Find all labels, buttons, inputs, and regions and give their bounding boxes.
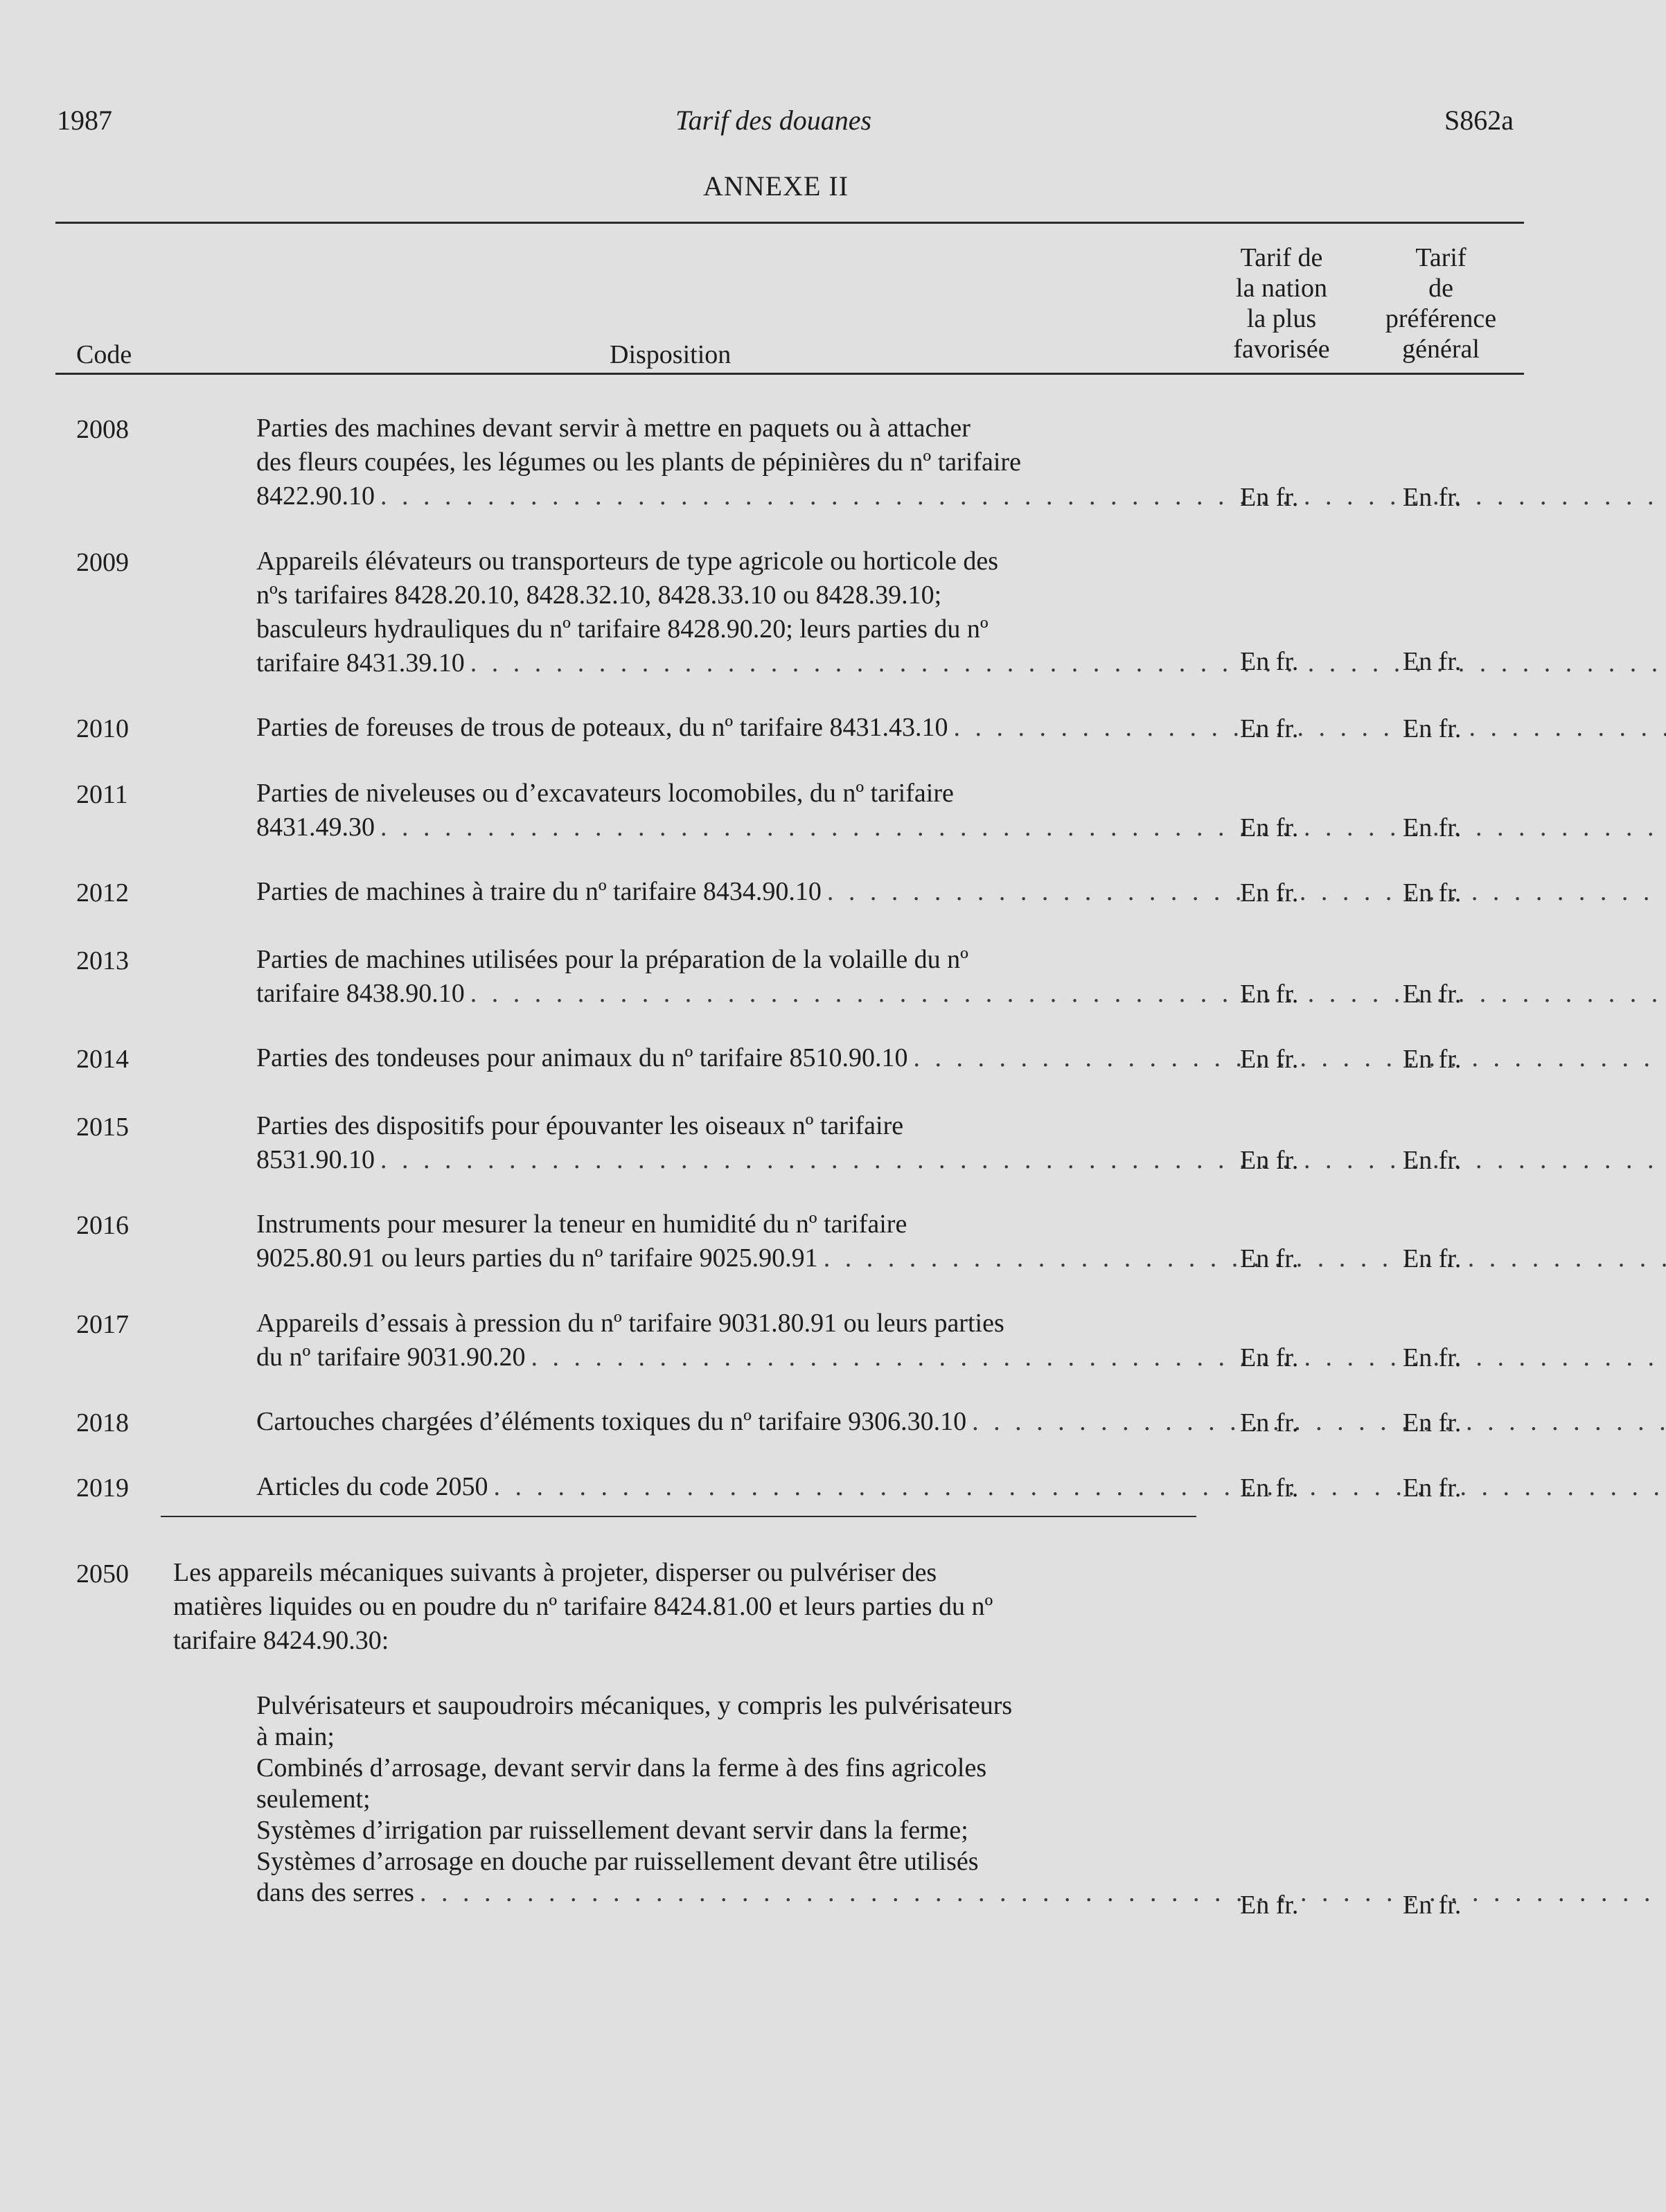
disposition-line: du nº tarifaire 9031.90.20 — [256, 1343, 526, 1372]
row-disposition — [256, 1041, 1188, 1075]
row-disposition — [256, 1405, 1188, 1439]
disposition-line: Parties de machines à traire du nº tarifaire 8434.90.10 — [256, 877, 822, 906]
disposition-line: 8531.90.10 — [256, 1145, 375, 1174]
disposition-line: Appareils d’essais à pression du nº tarifaire 9031.80.91 ou leurs parties — [256, 1309, 1004, 1338]
dot-leader — [470, 979, 1666, 1008]
row-gpt-rate: En fr. — [1403, 1146, 1462, 1175]
disposition-line: Articles du code 2050 — [256, 1472, 488, 1501]
disposition-line: tarifaire 8431.39.10 — [256, 648, 465, 678]
gpt-heading-line: préférence — [1385, 304, 1497, 333]
gpt-heading-line: général — [1402, 335, 1480, 364]
disposition-line-leader — [256, 1405, 1188, 1439]
row-gpt-rate: En fr. — [1403, 1343, 1462, 1372]
disposition-line: Parties des dispositifs pour épouvanter les oiseaux nº tarifaire — [256, 1111, 904, 1140]
dot-leader — [972, 1407, 1666, 1436]
mfn-heading-line: la plus — [1246, 304, 1317, 333]
row-code: 2016 — [76, 1211, 129, 1240]
row-mfn-rate: En fr. — [1240, 813, 1299, 842]
row-gpt-rate: En fr. — [1403, 647, 1462, 676]
column-heading-mfn — [1191, 242, 1372, 364]
disposition-line: 9025.80.91 ou leurs parties du nº tarifaire 9025.90.91 — [256, 1244, 818, 1273]
row-code: 2019 — [76, 1474, 129, 1503]
disposition-line-leader — [256, 1041, 1188, 1075]
list-line-leader — [256, 1877, 1188, 1909]
row-disposition — [256, 777, 1188, 844]
disposition-line-leader — [256, 711, 1188, 745]
row-code: 2014 — [76, 1045, 129, 1074]
row-disposition — [256, 412, 1188, 513]
disposition-line: Cartouches chargées d’éléments toxiques du nº tarifaire 9306.30.10 — [256, 1407, 967, 1436]
row-disposition — [256, 943, 1188, 1011]
disposition-line: 8431.49.30 — [256, 813, 375, 842]
row-code: 2015 — [76, 1113, 129, 1142]
mfn-heading-line: la nation — [1236, 274, 1327, 303]
row-code: 2018 — [76, 1408, 129, 1437]
column-heading-gpt — [1358, 242, 1524, 364]
disposition-line-leader — [256, 875, 1188, 909]
heading-rule — [55, 373, 1524, 375]
disposition-line: Parties des tondeuses pour animaux du nº tarifaire 8510.90.10 — [256, 1043, 908, 1072]
row-gpt-rate: En fr. — [1403, 878, 1462, 908]
disposition-line: Parties de niveleuses ou d’excavateurs locomobiles, du nº tarifaire — [256, 779, 954, 808]
row-disposition — [256, 1109, 1188, 1177]
disposition-line-leader — [256, 977, 1188, 1011]
row-mfn-rate: En fr. — [1240, 1343, 1299, 1372]
row-gpt-rate: En fr. — [1403, 813, 1462, 842]
disposition-line-leader — [256, 1241, 1188, 1275]
row-gpt-rate: En fr. — [1403, 1891, 1462, 1920]
disposition-line-leader — [256, 646, 1188, 680]
disposition-line-leader — [256, 479, 1188, 513]
dot-leader — [380, 1145, 1666, 1174]
row-disposition — [256, 1470, 1188, 1504]
disposition-line: des fleurs coupées, les légumes ou les plants de pépinières du nº tarifaire — [256, 448, 1021, 477]
list-line: Systèmes d’arrosage en douche par ruissellement devant être utilisés — [256, 1847, 979, 1876]
row-gpt-rate: En fr. — [1403, 1408, 1462, 1437]
row-gpt-rate: En fr. — [1403, 980, 1462, 1009]
row-disposition — [256, 545, 1188, 680]
column-heading-disposition: Disposition — [610, 340, 732, 369]
list-line: Combinés d’arrosage, devant servir dans la ferme à des fins agricoles — [256, 1753, 987, 1782]
row-code: 2012 — [76, 878, 129, 908]
row-mfn-rate: En fr. — [1240, 1146, 1299, 1175]
header-year: 1987 — [57, 105, 112, 136]
row-disposition — [256, 1307, 1188, 1374]
disposition-line-leader — [256, 1470, 1188, 1504]
dot-leader — [380, 481, 1666, 511]
row-mfn-rate: En fr. — [1240, 878, 1299, 908]
row-code: 2013 — [76, 946, 129, 975]
list-line: Systèmes d’irrigation par ruissellement devant servir dans la ferme; — [256, 1816, 968, 1845]
mfn-heading-line: favorisée — [1233, 335, 1330, 364]
row-mfn-rate: En fr. — [1240, 1408, 1299, 1437]
row-code: 2009 — [76, 548, 129, 577]
intro-line: matières liquides ou en poudre du nº tarifaire 8424.81.00 et leurs parties du nº — [173, 1592, 993, 1621]
row-code: 2050 — [76, 1559, 129, 1589]
item-2050-list — [256, 1690, 1188, 1909]
header-title: Tarif des douanes — [675, 105, 872, 136]
dot-leader — [470, 648, 1666, 678]
mfn-heading-line: Tarif de — [1240, 243, 1323, 272]
row-gpt-rate: En fr. — [1403, 714, 1462, 743]
item-2050-intro — [173, 1556, 1188, 1658]
disposition-line-leader — [256, 811, 1188, 844]
disposition-line: Appareils élévateurs ou transporteurs de type agricole ou horticole des — [256, 547, 999, 576]
row-gpt-rate: En fr. — [1403, 1474, 1462, 1503]
row-mfn-rate: En fr. — [1240, 714, 1299, 743]
disposition-line-leader — [256, 1341, 1188, 1374]
row-disposition — [256, 875, 1188, 909]
top-rule — [55, 222, 1524, 224]
row-mfn-rate: En fr. — [1240, 1474, 1299, 1503]
row-code: 2011 — [76, 780, 128, 809]
row-code: 2017 — [76, 1310, 129, 1339]
disposition-line: 8422.90.10 — [256, 481, 375, 511]
section-rule — [161, 1516, 1196, 1517]
row-code: 2010 — [76, 714, 129, 743]
list-line: seulement; — [256, 1785, 371, 1814]
list-line: à main; — [256, 1722, 335, 1751]
row-mfn-rate: En fr. — [1240, 980, 1299, 1009]
column-heading-code: Code — [76, 340, 132, 369]
disposition-line-leader — [256, 1143, 1188, 1177]
list-line: Pulvérisateurs et saupoudroirs mécaniques, y compris les pulvérisateurs — [256, 1691, 1013, 1720]
row-mfn-rate: En fr. — [1240, 1045, 1299, 1074]
disposition-line: Instruments pour mesurer la teneur en humidité du nº tarifaire — [256, 1210, 907, 1239]
dot-leader — [380, 813, 1666, 842]
dot-leader — [531, 1343, 1666, 1372]
row-disposition — [256, 1207, 1188, 1275]
intro-line: Les appareils mécaniques suivants à projeter, disperser ou pulvériser des — [173, 1558, 937, 1587]
annex-title: ANNEXE II — [703, 170, 849, 202]
header-page-ref: S862a — [1444, 105, 1514, 136]
disposition-line: basculeurs hydrauliques du nº tarifaire 8428.90.20; leurs parties du nº — [256, 614, 989, 644]
disposition-line: tarifaire 8438.90.10 — [256, 979, 465, 1008]
disposition-line: Parties de foreuses de trous de poteaux, du nº tarifaire 8431.43.10 — [256, 713, 948, 742]
disposition-line: Parties de machines utilisées pour la préparation de la volaille du nº — [256, 945, 968, 974]
intro-line: tarifaire 8424.90.30: — [173, 1626, 389, 1655]
gpt-heading-line: Tarif — [1415, 243, 1466, 272]
row-code: 2008 — [76, 415, 129, 444]
row-gpt-rate: En fr. — [1403, 1045, 1462, 1074]
row-mfn-rate: En fr. — [1240, 1891, 1299, 1920]
row-mfn-rate: En fr. — [1240, 647, 1299, 676]
dot-leader — [420, 1878, 1666, 1907]
row-disposition — [256, 711, 1188, 745]
row-mfn-rate: En fr. — [1240, 483, 1299, 512]
row-mfn-rate: En fr. — [1240, 1244, 1299, 1273]
disposition-line: Parties des machines devant servir à mettre en paquets ou à attacher — [256, 414, 971, 443]
row-gpt-rate: En fr. — [1403, 483, 1462, 512]
gpt-heading-line: de — [1428, 274, 1453, 303]
dot-leader — [494, 1472, 1666, 1501]
row-gpt-rate: En fr. — [1403, 1244, 1462, 1273]
list-line: dans des serres — [256, 1878, 414, 1907]
dot-leader — [953, 713, 1666, 742]
disposition-line: nºs tarifaires 8428.20.10, 8428.32.10, 8428.33.10 ou 8428.39.10; — [256, 581, 942, 610]
